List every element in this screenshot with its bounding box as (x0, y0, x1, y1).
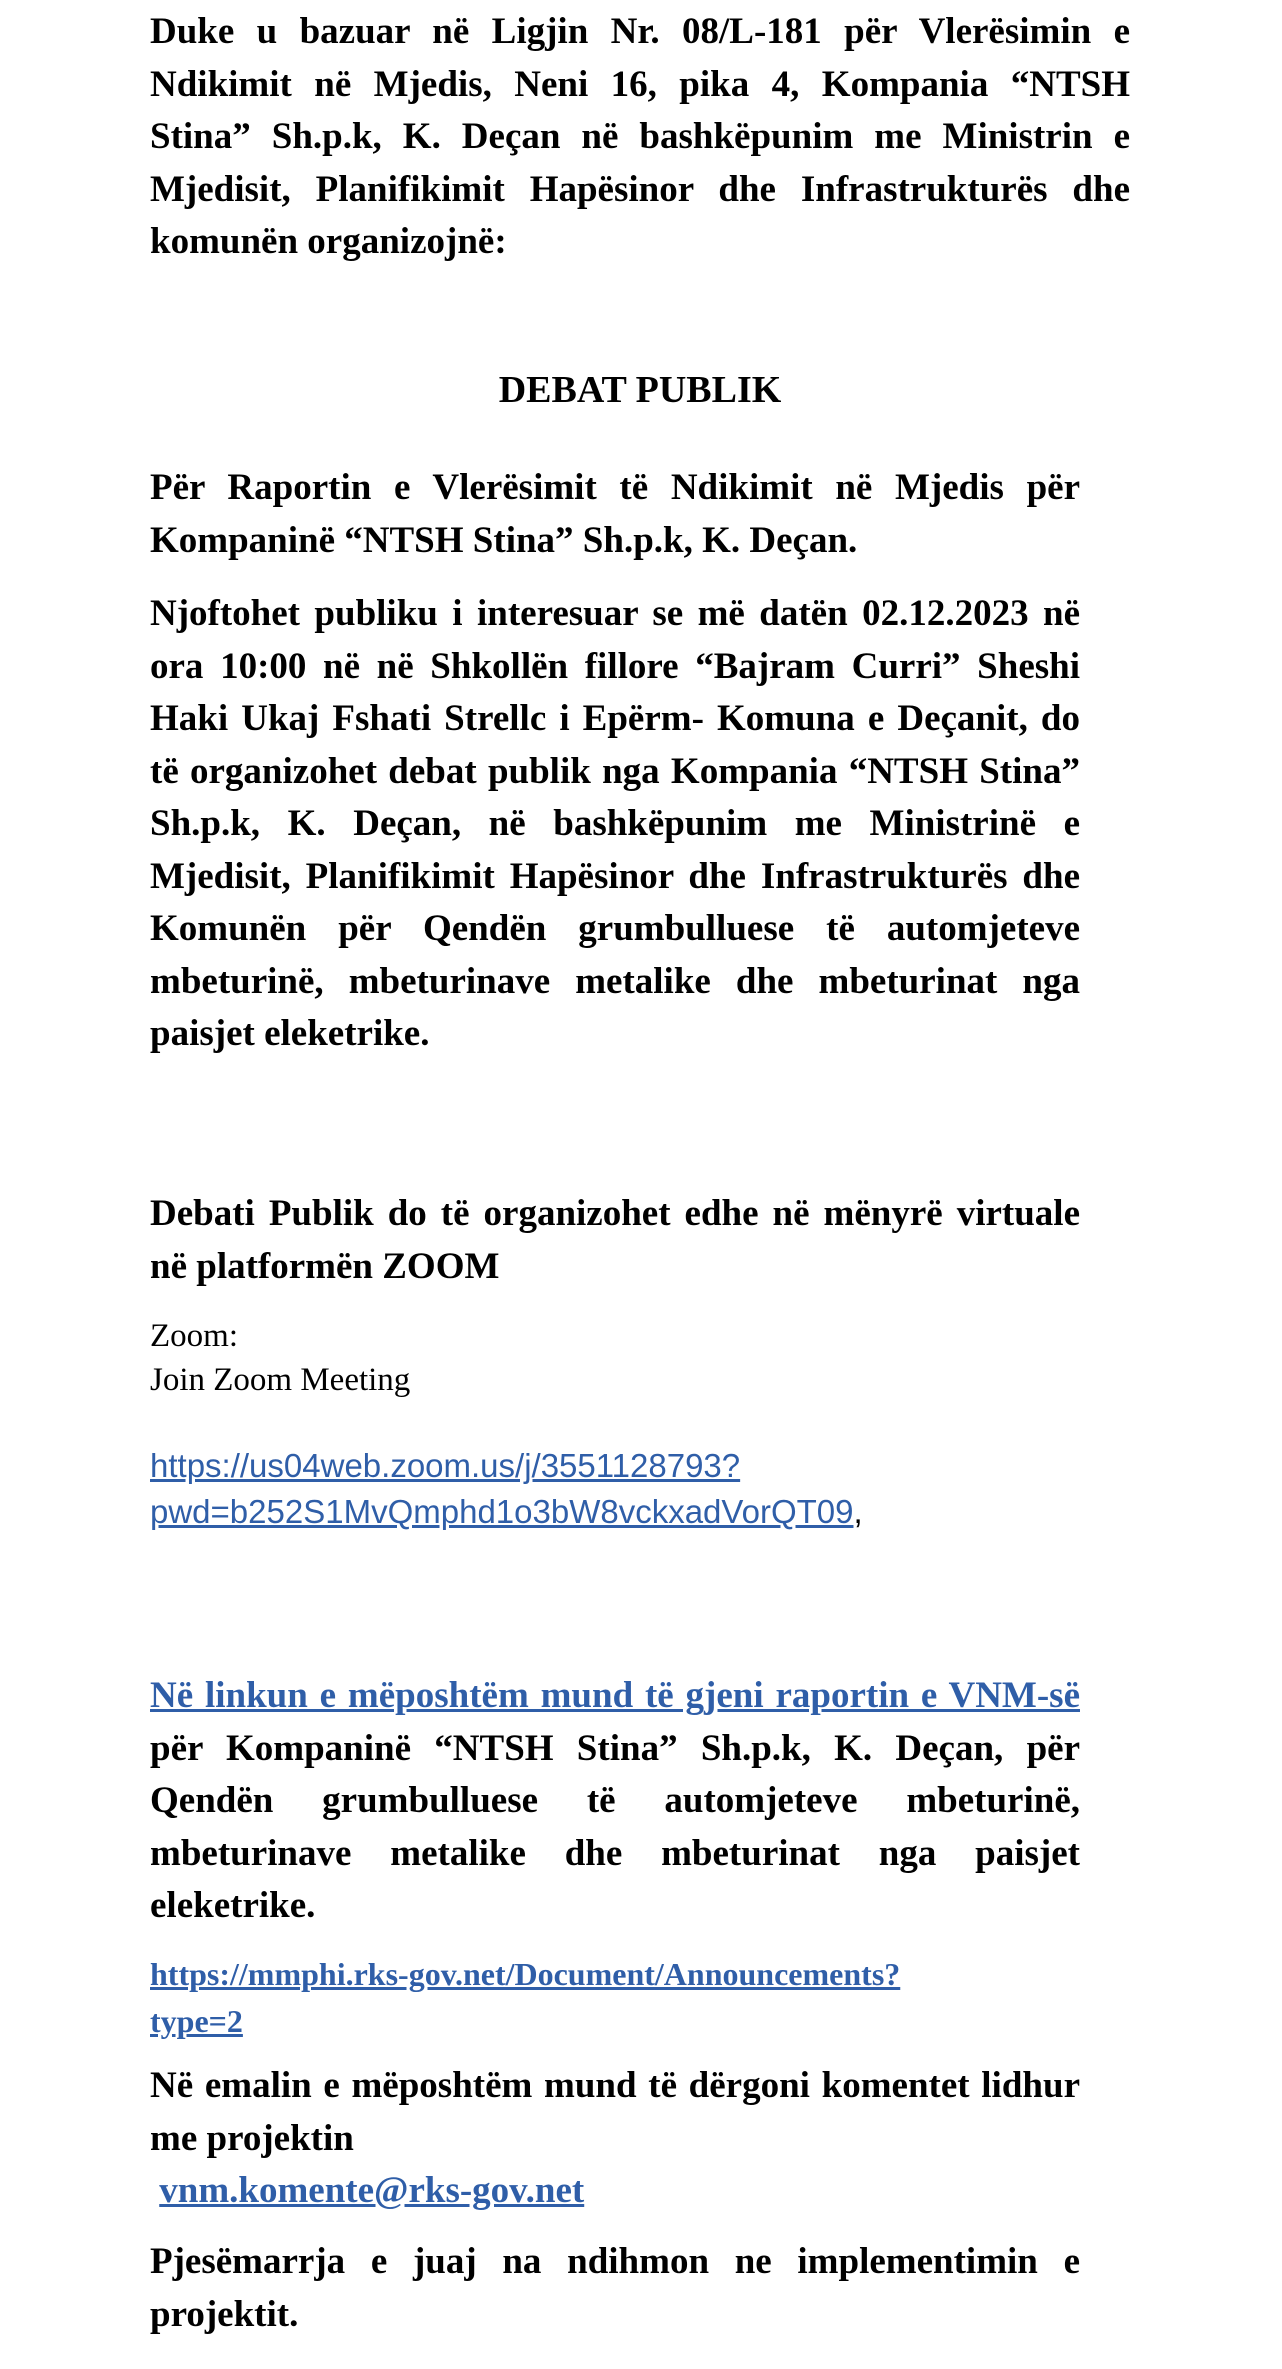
zoom-link-block (150, 1443, 1110, 1535)
email-note-text: Në emalin e mëposhtëm mund të dërgoni komentet lidhur me projektin (150, 2065, 1080, 2159)
mmphi-link-line1: https://mmphi.rks-gov.net/Document/Announcements? (150, 1956, 901, 1992)
report-paragraph (150, 1670, 1080, 1933)
email-link[interactable]: vnm.komente@rks-gov.net (159, 2170, 585, 2211)
mmphi-link-block (150, 1951, 1080, 2045)
virtual-note-paragraph: Debati Publik do të organizohet edhe në mënyrë virtuale në platformën ZOOM (150, 1193, 1080, 1287)
report-rest-text: për Kompaninë “NTSH Stina” Sh.p.k, K. Deçan, për Qendën grumbulluese të automjeteve mbeturinë, mbeturinave metalike dhe mbeturinat nga paisjet eleketrike. (150, 1727, 1080, 1926)
zoom-link-line1: https://us04web.zoom.us/j/3551128793? (150, 1447, 741, 1484)
zoom-join-text: Join Zoom Meeting (150, 1362, 411, 1398)
subject-paragraph: Për Raportin e Vlerësimit të Ndikimit në Mjedis për Kompaninë “NTSH Stina” Sh.p.k, K. Deçan. (150, 467, 1080, 561)
zoom-label: Zoom: (150, 1318, 238, 1354)
document-title: DEBAT PUBLIK (498, 369, 782, 411)
announcement-paragraph: Njoftohet publiku i interesuar se më datën 02.12.2023 në ora 10:00 në në Shkollën fillore “Bajram Curri” Sheshi Haki Ukaj Fshati Strellc i Epërm- Komuna e Deçanit, do të organizohet debat publik nga Kompania “NTSH Stina” Sh.p.k, K. Deçan, në bashkëpunim me Ministrinë e Mjedisit, Planifikimit Hapësinor dhe Infrastrukturës dhe Komunën për Qendën grumbulluese të automjeteve mbeturinë, mbeturinave metalike dhe mbeturinat nga paisjet eleketrike. (150, 593, 1080, 1054)
report-link[interactable]: Në linkun e mëposhtëm mund të gjeni raportin e VNM-së (150, 1675, 1080, 1716)
zoom-meeting-link[interactable] (150, 1447, 853, 1530)
closing-paragraph: Pjesëmarrja e juaj na ndihmon ne implementimin e projektit. (150, 2241, 1080, 2335)
mmphi-announcements-link[interactable] (150, 1956, 900, 2039)
email-note-paragraph (150, 2060, 1080, 2218)
mmphi-link-line2: type=2 (150, 2003, 243, 2039)
intro-paragraph: Duke u bazuar në Ligjin Nr. 08/L-181 për Vlerësimin e Ndikimit në Mjedis, Neni 16, pika 4, Kompania “NTSH Stina” Sh.p.k, K. Deçan në bashkëpunim me Ministrin e Mjedisit, Planifikimit Hapësinor dhe Infrastrukturës dhe komunën organizojnë: (150, 11, 1130, 262)
zoom-link-line2: pwd=b252S1MvQmphd1o3bW8vckxadVorQT09 (150, 1493, 854, 1530)
zoom-link-trailing: , (853, 1493, 863, 1530)
